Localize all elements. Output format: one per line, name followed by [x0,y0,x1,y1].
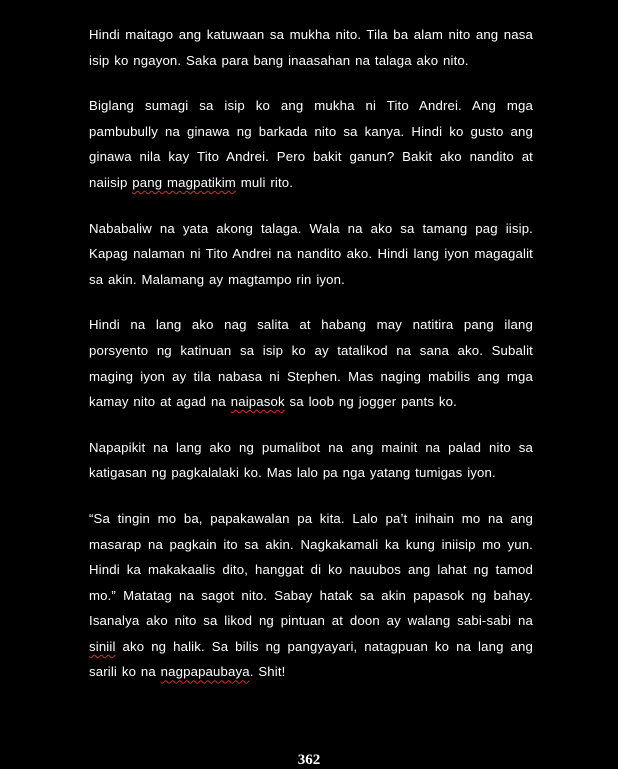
paragraph [89,435,533,486]
text-run: Hindi na lang ako nag salita at habang may natitira pang ilang porsyento ng katinuan sa isip ko ay tatalikod na sana ako. Subalit maging iyon ay tila nabasa ni Stephen. Mas naging mabilis ang mga kamay nito at agad na [89,317,533,410]
paragraph [89,93,533,195]
paragraph [89,216,533,293]
text-run: Napapikit na lang ako ng pumalibot na ang mainit na palad nito sa katigasan ng pagkalalaki ko. Mas lalo pa nga yatang tumigas iyon. [89,439,533,481]
paragraph [89,22,533,73]
text-run: ako ng halik. Sa bilis ng pangyayari, natagpuan ko na lang ang sarili ko na [89,638,533,680]
page-number: 362 [297,752,321,768]
paragraph [89,506,533,685]
misspelled-word: nagpapaubaya [160,664,250,680]
paragraph [89,312,533,414]
misspelled-word: naipasok [230,394,285,410]
text-run: Biglang sumagi sa isip ko ang mukha ni Tito Andrei. Ang mga pambubully na ginawa ng barkada nito sa kanya. Hindi ko gusto ang ginawa nila kay Tito Andrei. Pero bakit ganun? Bakit ako nandito at naiisip [89,98,533,190]
text-run: . Shit! [249,664,286,680]
text-run: “Sa tingin mo ba, papakawalan pa kita. Lalo pa’t inihain mo na ang masarap na pagkain ito sa akin. Nagkakamali ka kung iniisip mo yun. Hindi ka makakaalis dito, hanggat di ko nauubos ang lahat ng tamod mo.” Matatag na sagot nito. Sabay hatak sa akin papasok ng bahay. Isanalya ako nito sa likod ng pintuan at doon ay walang sabi-sabi na [89,510,533,629]
text-run: sa loob ng jogger pants ko. [284,394,457,410]
misspelled-word: pang magpatikim [132,174,236,190]
text-run: Hindi maitago ang katuwaan sa mukha nito. Tila ba alam nito ang nasa isip ko ngayon. Saka para bang inaasahan na talaga ako nito. [89,27,533,68]
text-run: Nababaliw na yata akong talaga. Wala na ako sa tamang pag iisip. Kapag nalaman ni Tito Andrei na nandito ako. Hindi lang iyon magagalit sa akin. Malamang ay magtampo rin iyon. [89,220,533,287]
misspelled-word: siniil [89,638,116,654]
document-page [89,22,533,705]
text-run: muli rito. [235,174,294,190]
